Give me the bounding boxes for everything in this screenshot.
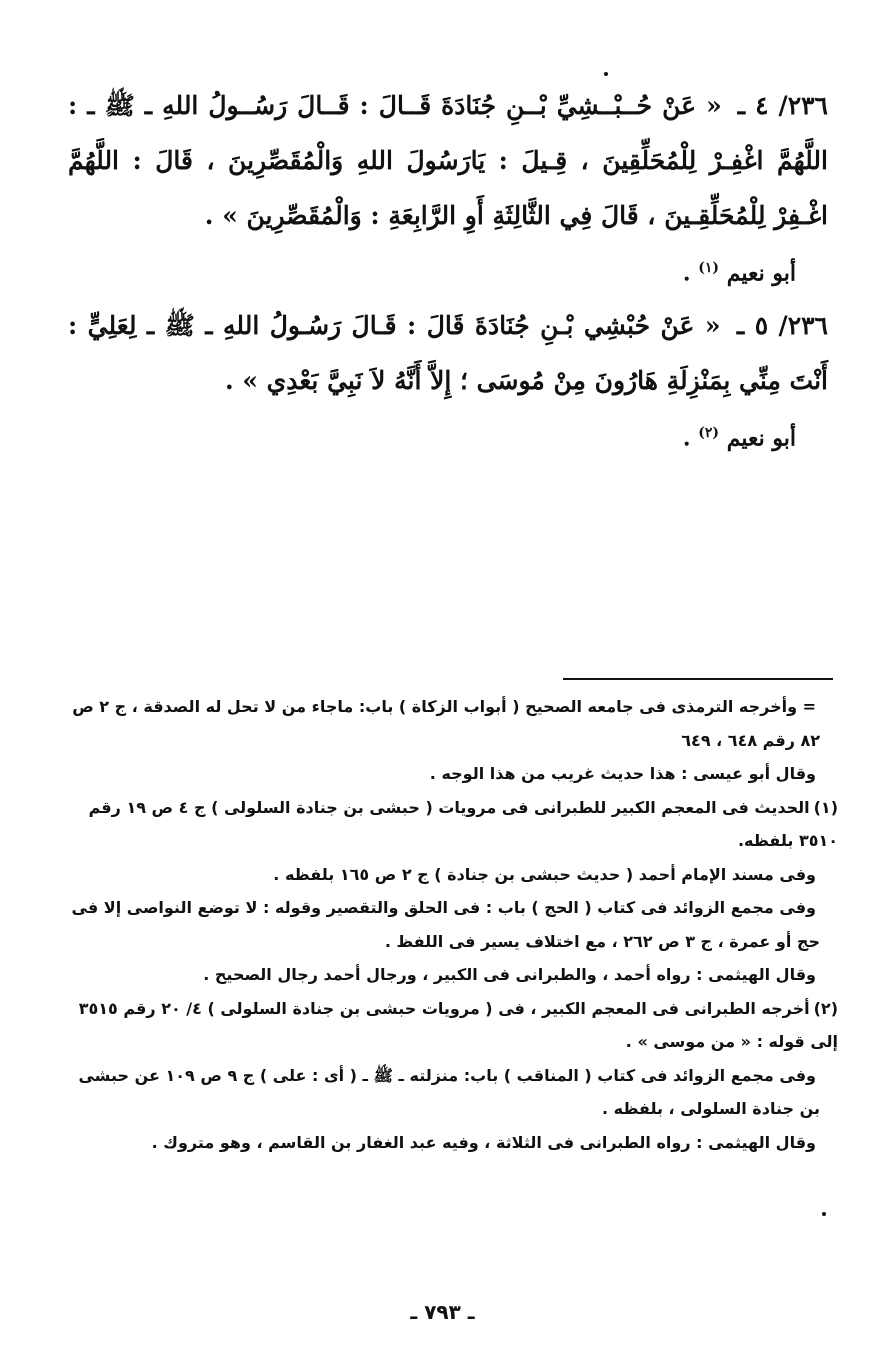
footnote-mark: (٢) bbox=[813, 998, 838, 1018]
source-name: أبو نعيم bbox=[726, 425, 796, 452]
footnote-text: وقال أبو عيسى : هذا حديث غريب من هذا الوجه . bbox=[429, 764, 816, 783]
source-period: . bbox=[682, 425, 691, 452]
footnote-line bbox=[68, 858, 838, 892]
footnote-line bbox=[68, 690, 838, 757]
hadith-source bbox=[68, 408, 828, 463]
footnote-text: وفى مسند الإمام أحمد ( حديث حبشى بن جنادة ) ج ٢ ص ١٦٥ بلفظه . bbox=[273, 864, 816, 884]
footnote-line bbox=[68, 1126, 838, 1160]
footnote-text: وفى مجمع الزوائد فى كتاب ( المناقب ) باب: منزلته ـ ﷺ ـ ( أى : على ) ج ٩ ص ١٠٩ عن حبشى بن جنادة السلولى ، بلفظه . bbox=[78, 1065, 820, 1118]
footnote-mark: (١) bbox=[813, 797, 838, 817]
source-period: . bbox=[682, 260, 691, 287]
footnote-divider bbox=[563, 678, 833, 680]
footnote-text: وفى مجمع الزوائد فى كتاب ( الحج ) باب : فى الحلق والتقصير وقوله : لا توضع النواصى إلا فى حج أو عمرة ، ج ٣ ص ٢٦٢ ، مع اختلاف يسير فى اللفظ . bbox=[71, 898, 820, 951]
footnote-line bbox=[68, 992, 838, 1059]
footnote-reference[interactable]: (٢) bbox=[698, 425, 720, 442]
footnotes bbox=[68, 690, 838, 1159]
decorative-dot-top bbox=[604, 72, 608, 76]
footnote-text: أخرجه الطبرانى فى المعجم الكبير ، فى ( مرويات حبشى بن جنادة السلولى ) ٤/ ٢٠ رقم ٣٥١٥ إلى قوله : « من موسى » . bbox=[78, 998, 838, 1051]
hadith-entry bbox=[68, 298, 828, 408]
footnote-line bbox=[68, 791, 838, 858]
footnote-text: = وأخرجه الترمذى فى جامعه الصحيح ( أبواب الزكاة ) باب: ماجاء من لا تحل له الصدقة ، ج ٢ ص ٨٢ رقم ٦٤٨ ، ٦٤٩ bbox=[72, 697, 820, 750]
footnote-reference[interactable]: (١) bbox=[698, 260, 720, 276]
hadith-source bbox=[68, 243, 828, 298]
main-text bbox=[68, 78, 828, 464]
hadith-entry bbox=[68, 78, 828, 243]
footnote-line bbox=[68, 1059, 838, 1126]
footnote-line bbox=[68, 757, 838, 791]
footnote-text: وقال الهيثمى : رواه الطبرانى فى الثلاثة ، وفيه عبد الغفار بن القاسم ، وهو متروك . bbox=[151, 1132, 816, 1152]
hadith-number: ٢٣٦/ ٤ ـ bbox=[737, 91, 828, 120]
page-number: ـ ٧٩٣ ـ bbox=[410, 1300, 475, 1324]
footnote-text: الحديث فى المعجم الكبير للطبرانى فى مرويات ( حبشى بن جنادة السلولى ) ج ٤ ص ١٩ رقم ٣٥١٠ بلفظه. bbox=[88, 797, 838, 850]
hadith-text: « عَنْ حُبْشِي بْـنِ جُنَادَةَ قَالَ : قَـالَ رَسُـولُ اللهِ ـ ﷺ ـ لِعَلِيٍّ : أَنْتَ مِنِّي بِمَنْزِلَةِ هَارُونَ مِنْ مُوسَى ؛ إِلاَّ أَنَّهُ لاَ نَبِيَّ بَعْدِي » . bbox=[68, 311, 828, 396]
hadith-text: « عَنْ حُــبْــشِيِّ بْــنِ جُنَادَةَ قَــالَ : قَــالَ رَسُــولُ اللهِ ـ ﷺ ـ : اللَّهُمَّ اغْفِـرْ لِلْمُحَلِّقِينَ ، قِـيلَ : يَارَسُولَ اللهِ وَالْمُقَصِّرِينَ ، قَالَ : اللَّهُمَّ اغْـفِرْ لِلْمُحَلِّقِـينَ ، قَالَ فِي الثَّالِثَةِ أَوِ الرَّابِعَةِ : وَالْمُقَصِّرِينَ » . bbox=[68, 91, 828, 230]
hadith-number: ٢٣٦/ ٥ ـ bbox=[736, 311, 828, 341]
footnote-line bbox=[68, 891, 838, 958]
footnote-text: وقال الهيثمى : رواه أحمد ، والطبرانى فى الكبير ، ورجال أحمد رجال الصحيح . bbox=[203, 965, 816, 984]
footnote-line bbox=[68, 958, 838, 992]
source-name: أبو نعيم bbox=[726, 260, 796, 287]
decorative-dot-footnote bbox=[822, 1212, 826, 1216]
